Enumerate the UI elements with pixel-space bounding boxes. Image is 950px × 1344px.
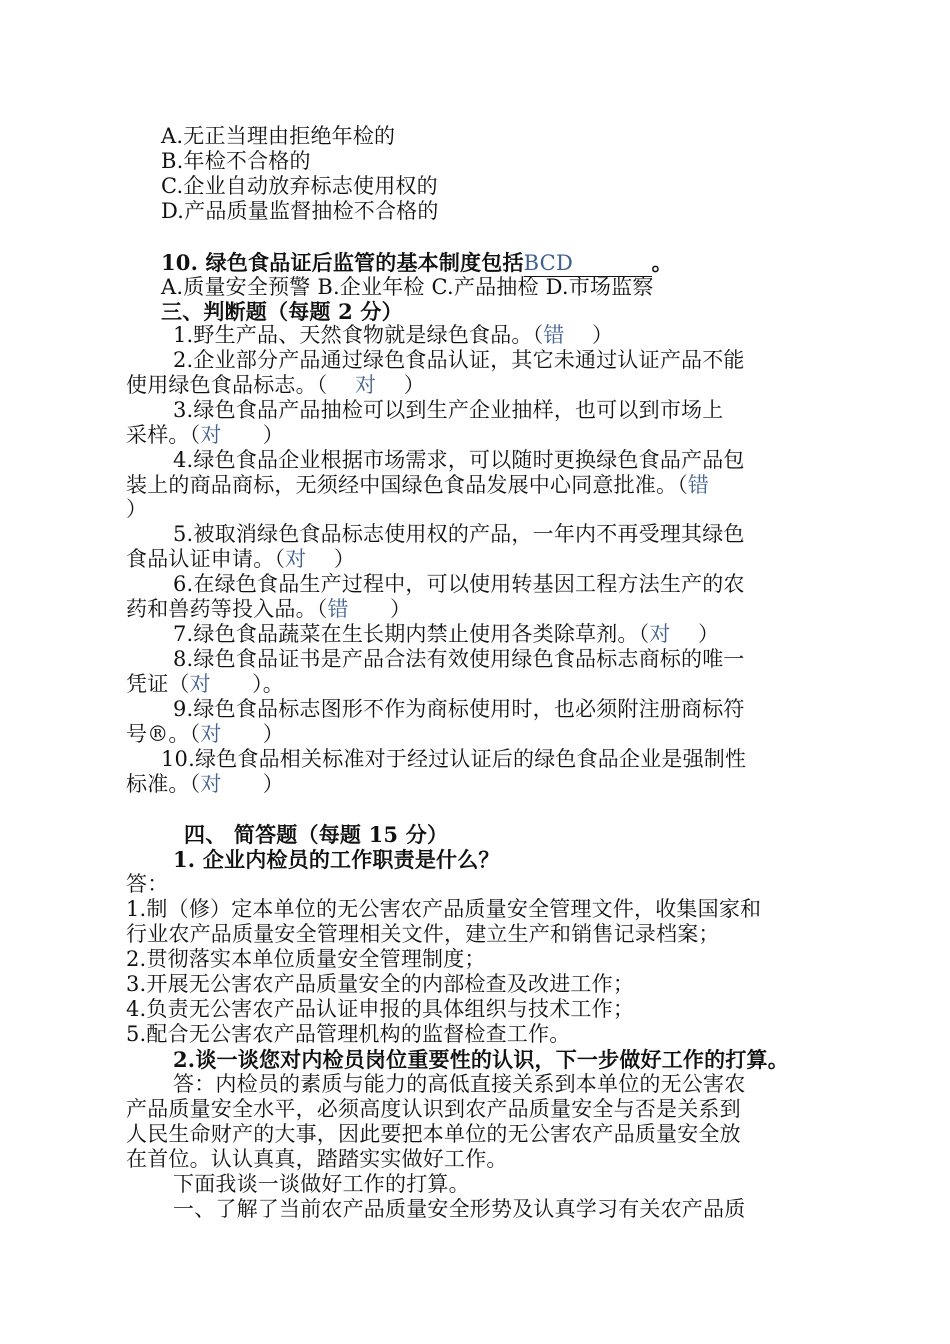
judge-6-line2 [126, 597, 826, 622]
judge-2-line1: 2.企业部分产品通过绿色食品认证，其它未通过认证产品不能 [173, 348, 745, 372]
sq1-line-4: 3.开展无公害农产品质量安全的内部检查及改进工作； [126, 972, 635, 996]
judge-8-line2 [126, 672, 826, 697]
judge-10-answer: 对 [200, 772, 222, 796]
judge-6-answer: 错 [327, 597, 349, 621]
judge-3-line2 [126, 423, 826, 448]
sq2-line-2: 产品质量安全水平，必须高度认识到农产品质量安全与否是关系到 [126, 1097, 741, 1121]
q9-option-d: D.产品质量监督抽检不合格的 [161, 199, 439, 223]
judge-9-text: 号®。（ [126, 722, 201, 746]
judge-2-text: 使用绿色食品标志。（ [126, 373, 356, 397]
sq2-line-1: 答：内检员的素质与能力的高低直接关系到本单位的无公害农 [173, 1072, 746, 1096]
judge-3-end: ） [221, 423, 284, 447]
judge-2-answer: 对 [355, 373, 377, 397]
judge-1 [173, 323, 873, 348]
judge-4-line2 [126, 473, 826, 498]
judge-5-line1: 5.被取消绿色食品标志使用权的产品，一年内不再受理其绿色 [173, 522, 745, 546]
q10-answer: BCD [524, 251, 652, 277]
judge-1-end: ） [564, 323, 614, 347]
section4-title: 四、 简答题（每题 15 分） [184, 822, 449, 847]
judge-7-answer: 对 [649, 622, 671, 646]
judge-10-line2 [126, 772, 826, 797]
judge-9-end: ） [221, 722, 284, 746]
judge-2-end: ） [376, 373, 425, 397]
q10-end: 。 [651, 250, 673, 275]
judge-5-end: ） [306, 547, 356, 571]
judge-1-text: 1.野生产品、天然食物就是绿色食品。（ [173, 323, 544, 347]
judge-5-answer: 对 [285, 547, 307, 571]
sq1-line-5: 4.负责无公害农产品认证申报的具体组织与技术工作； [126, 997, 635, 1021]
sq2-line-6: 一、了解了当前农产品质量安全形势及认真学习有关农产品质 [173, 1197, 746, 1221]
q10-question-text: 10. 绿色食品证后监管的基本制度包括 [161, 250, 524, 275]
sq1-line-6: 5.配合无公害农产品管理机构的监督检查工作。 [126, 1022, 571, 1046]
judge-5-line2 [126, 547, 826, 572]
judge-9-answer: 对 [200, 722, 222, 746]
sq2-line-4: 在首位。认认真真，踏踏实实做好工作。 [126, 1147, 508, 1171]
judge-10-end: ） [221, 772, 284, 796]
judge-2-line2 [126, 373, 826, 398]
sq1-line-1: 1.制（修）定本单位的无公害农产品质量安全管理文件，收集国家和 [126, 897, 762, 921]
judge-7 [173, 622, 873, 647]
judge-7-end: ） [670, 622, 720, 646]
sq1-answer-label: 答： [126, 872, 169, 896]
sq2-line-3: 人民生命财产的大事，因此要把本单位的无公害农产品质量安全放 [126, 1122, 741, 1146]
judge-6-line1: 6.在绿色食品生产过程中，可以使用转基因工程方法生产的农 [173, 572, 745, 596]
judge-9-line2 [126, 722, 826, 747]
judge-8-end: ）。 [210, 672, 284, 696]
judge-9-line1: 9.绿色食品标志图形不作为商标使用时，也必须附注册商标符 [173, 697, 745, 721]
q10-options: A.质量安全预警 B.企业年检 C.产品抽检 D.市场监察 [161, 275, 654, 299]
judge-10-text: 标准。（ [126, 772, 201, 796]
judge-3-line1: 3.绿色食品产品抽检可以到生产企业抽样，也可以到市场上 [173, 398, 724, 422]
sq1-line-3: 2.贯彻落实本单位质量安全管理制度； [126, 947, 486, 971]
judge-1-answer: 错 [543, 323, 565, 347]
sq2-line-5: 下面我谈一谈做好工作的打算。 [173, 1172, 470, 1196]
judge-7-text: 7.绿色食品蔬菜在生长期内禁止使用各类除草剂。（ [173, 622, 650, 646]
q9-option-b: B.年检不合格的 [161, 149, 311, 173]
judge-3-text: 采样。（ [126, 423, 201, 447]
judge-6-end: ） [348, 597, 412, 621]
judge-4-line1: 4.绿色食品企业根据市场需求，可以随时更换绿色食品产品包 [173, 448, 745, 472]
sq1-question: 1. 企业内检员的工作职责是什么？ [173, 847, 500, 872]
judge-5-text: 食品认证申请。（ [126, 547, 286, 571]
sq1-line-2: 行业农产品质量安全管理相关文件，建立生产和销售记录档案； [126, 922, 720, 946]
q10-question [161, 250, 861, 277]
q9-option-c: C.企业自动放弃标志使用权的 [161, 174, 438, 198]
judge-3-answer: 对 [200, 423, 222, 447]
judge-8-line1: 8.绿色食品证书是产品合法有效使用绿色食品标志商标的唯一 [173, 647, 745, 671]
section3-title: 三、判断题（每题 2 分） [161, 299, 403, 324]
judge-4-answer: 错 [687, 473, 710, 497]
judge-8-answer: 对 [189, 672, 211, 696]
judge-6-text: 药和兽药等投入品。（ [126, 597, 328, 621]
sq2-question: 2.谈一谈您对内检员岗位重要性的认识，下一步做好工作的打算。 [173, 1047, 789, 1072]
judge-4-text: 装上的商品商标，无须经中国绿色食品发展中心同意批准。（ [126, 473, 688, 497]
judge-8-text: 凭证（ [126, 672, 190, 696]
q9-option-a: A.无正当理由拒绝年检的 [161, 124, 396, 148]
judge-4-line3: ） [126, 497, 148, 521]
judge-10-line1: 10.绿色食品相关标准对于经过认证后的绿色食品企业是强制性 [161, 747, 747, 771]
